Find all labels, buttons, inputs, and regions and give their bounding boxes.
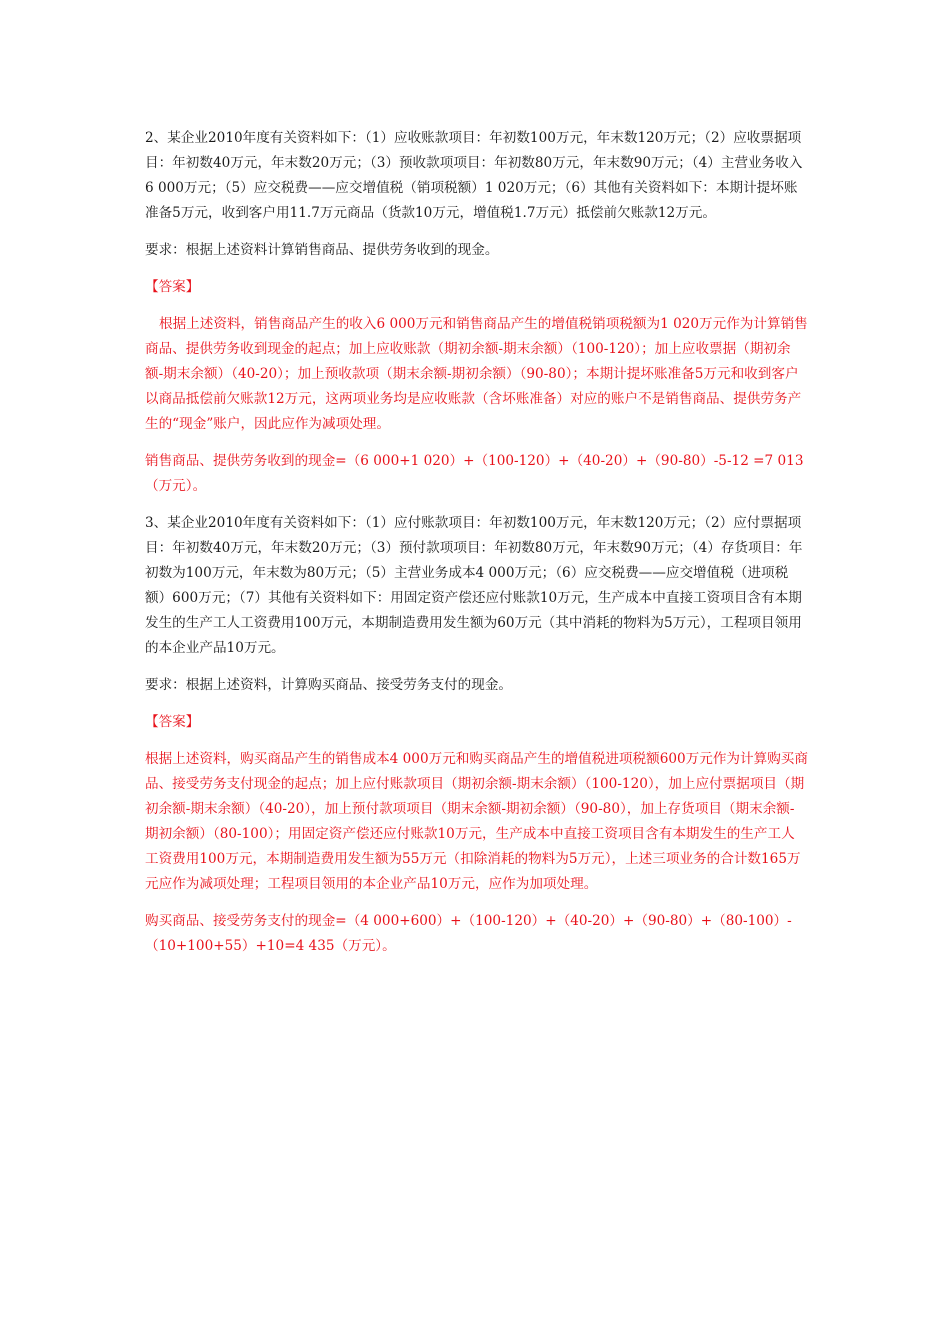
question-3-answer-explanation: 根据上述资料，购买商品产生的销售成本4 000万元和购买商品产生的增值税进项税额600万元作为计算购买商品、接受劳务支付现金的起点；加上应付账款项目（期初余额-期末余额）（100-120），加上应付票据项目（期初余额-期末余额）（40-20），加上预付款项项目（期末余额-期初余额）（90-80），加上存货项目（期末余额-期初余额）（80-100）；用固定资产偿还应付账款10万元，生产成本中直接工资项目含有本期发生的生产工人工资费用100万元，本期制造费用发生额为55万元（扣除消耗的物料为5万元），上述三项业务的合计数165万元应作为减项处理；工程项目领用的本企业产品10万元，应作为加项处理。 xyxy=(145,751,808,892)
question-3-answer-formula: 购买商品、接受劳务支付的现金=（4 000+600）+（100-120）+（40-20）+（90-80）+（80-100）-（10+100+55）+10=4 435（万元）。 xyxy=(145,913,792,954)
question-2-answer-label: 【答案】 xyxy=(145,279,200,295)
document-body xyxy=(145,126,808,959)
question-2-requirement: 要求：根据上述资料计算销售商品、提供劳务收到的现金。 xyxy=(145,242,499,258)
question-3-answer-label: 【答案】 xyxy=(145,714,200,730)
question-2-text: 2、某企业2010年度有关资料如下：（1）应收账款项目：年初数100万元，年末数120万元；（2）应收票据项目：年初数40万元，年末数20万元；（3）预收款项项目：年初数80万元，年末数90万元；（4）主营业务收入6 000万元；（5）应交税费——应交增值税（销项税额）1 020万元；（6）其他有关资料如下：本期计提坏账准备5万元，收到客户用11.7万元商品（货款10万元，增值税1.7万元）抵偿前欠账款12万元。 xyxy=(145,130,803,221)
question-2-answer-formula: 销售商品、提供劳务收到的现金=（6 000+1 020）+（100-120）+（40-20）+（90-80）-5-12 =7 013（万元）。 xyxy=(145,453,804,494)
question-2-answer-explanation: 根据上述资料，销售商品产生的收入6 000万元和销售商品产生的增值税销项税额为1 020万元作为计算销售商品、提供劳务收到现金的起点；加上应收账款（期初余额-期末余额）（100-120）；加上应收票据（期初余额-期末余额）（40-20）；加上预收款项（期末余额-期初余额）（90-80）；本期计提坏账准备5万元和收到客户以商品抵偿前欠账款12万元，这两项业务均是应收账款（含坏账准备）对应的账户不是销售商品、提供劳务产生的“现金”账户，因此应作为减项处理。 xyxy=(145,316,808,432)
question-3-text: 3、某企业2010年度有关资料如下：（1）应付账款项目：年初数100万元，年末数120万元；（2）应付票据项目：年初数40万元，年末数20万元；（3）预付款项项目：年初数80万元，年末数90万元；（4）存货项目：年初数为100万元，年末数为80万元；（5）主营业务成本4 000万元；（6）应交税费——应交增值税（进项税额）600万元；（7）其他有关资料如下：用固定资产偿还应付账款10万元，生产成本中直接工资项目含有本期发生的生产工人工资费用100万元，本期制造费用发生额为60万元（其中消耗的物料为5万元），工程项目领用的本企业产品10万元。 xyxy=(145,515,803,656)
question-3-requirement: 要求：根据上述资料，计算购买商品、接受劳务支付的现金。 xyxy=(145,677,513,693)
